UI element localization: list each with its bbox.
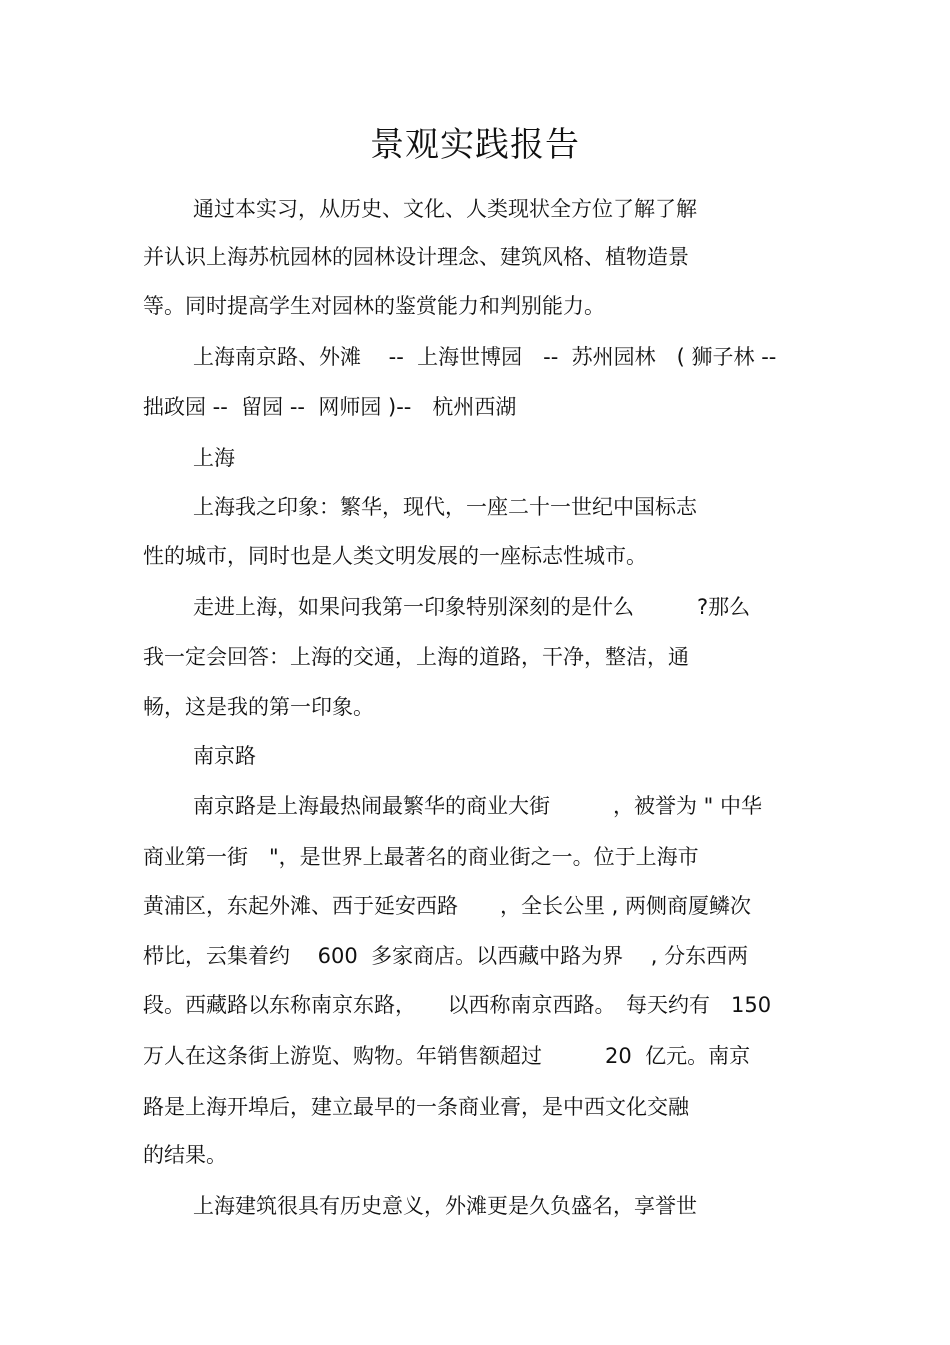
paragraph-line: 路是上海开埠后，建立最早的一条商业膏，是中西文化交融 xyxy=(143,1095,689,1119)
paragraph-line: 万人在这条街上游览、购物。年销售额超过 20 亿元。南京 xyxy=(143,1044,751,1068)
paragraph-line: 南京路是上海最热闹最繁华的商业大街 ，被誉为 " 中华 xyxy=(193,794,763,818)
paragraph-line: 畅，这是我的第一印象。 xyxy=(143,695,374,719)
section-heading: 上海 xyxy=(193,446,235,470)
paragraph-line: 商业第一街 "，是世界上最著名的商业街之一。位于上海市 xyxy=(143,845,699,869)
paragraph-line: 通过本实习，从历史、文化、人类现状全方位了解了解 xyxy=(193,197,697,221)
paragraph-line: 我一定会回答：上海的交通，上海的道路，干净，整洁，通 xyxy=(143,645,689,669)
paragraph-line: 的结果。 xyxy=(143,1143,227,1167)
paragraph-line: 等。同时提高学生对园林的鉴赏能力和判别能力。 xyxy=(143,294,605,318)
paragraph-line: 栉比，云集着约 600 多家商店。以西藏中路为界 , 分东西两 xyxy=(143,944,749,968)
paragraph-line: 性的城市，同时也是人类文明发展的一座标志性城市。 xyxy=(143,544,647,568)
document-title: 景观实践报告 xyxy=(370,125,580,165)
paragraph-line: 并认识上海苏杭园林的园林设计理念、建筑风格、植物造景 xyxy=(143,245,689,269)
section-heading: 南京路 xyxy=(193,744,256,768)
paragraph-line: 段。西藏路以东称南京东路， 以西称南京西路。 每天约有 150 xyxy=(143,993,772,1017)
paragraph-line: 黄浦区，东起外滩、西于延安西路 ，全长公里 , 两侧商厦鳞次 xyxy=(143,894,752,918)
paragraph-line: 上海南京路、外滩 -- 上海世博园 -- 苏州园林 ( 狮子林 -- xyxy=(193,345,777,369)
paragraph-line: 上海建筑很具有历史意义，外滩更是久负盛名，享誉世 xyxy=(193,1194,697,1218)
paragraph-line: 走进上海，如果问我第一印象特别深刻的是什么 ?那么 xyxy=(193,595,751,619)
paragraph-line: 上海我之印象：繁华，现代，一座二十一世纪中国标志 xyxy=(193,495,697,519)
paragraph-line: 拙政园 -- 留园 -- 网师园 )-- 杭州西湖 xyxy=(143,395,517,419)
